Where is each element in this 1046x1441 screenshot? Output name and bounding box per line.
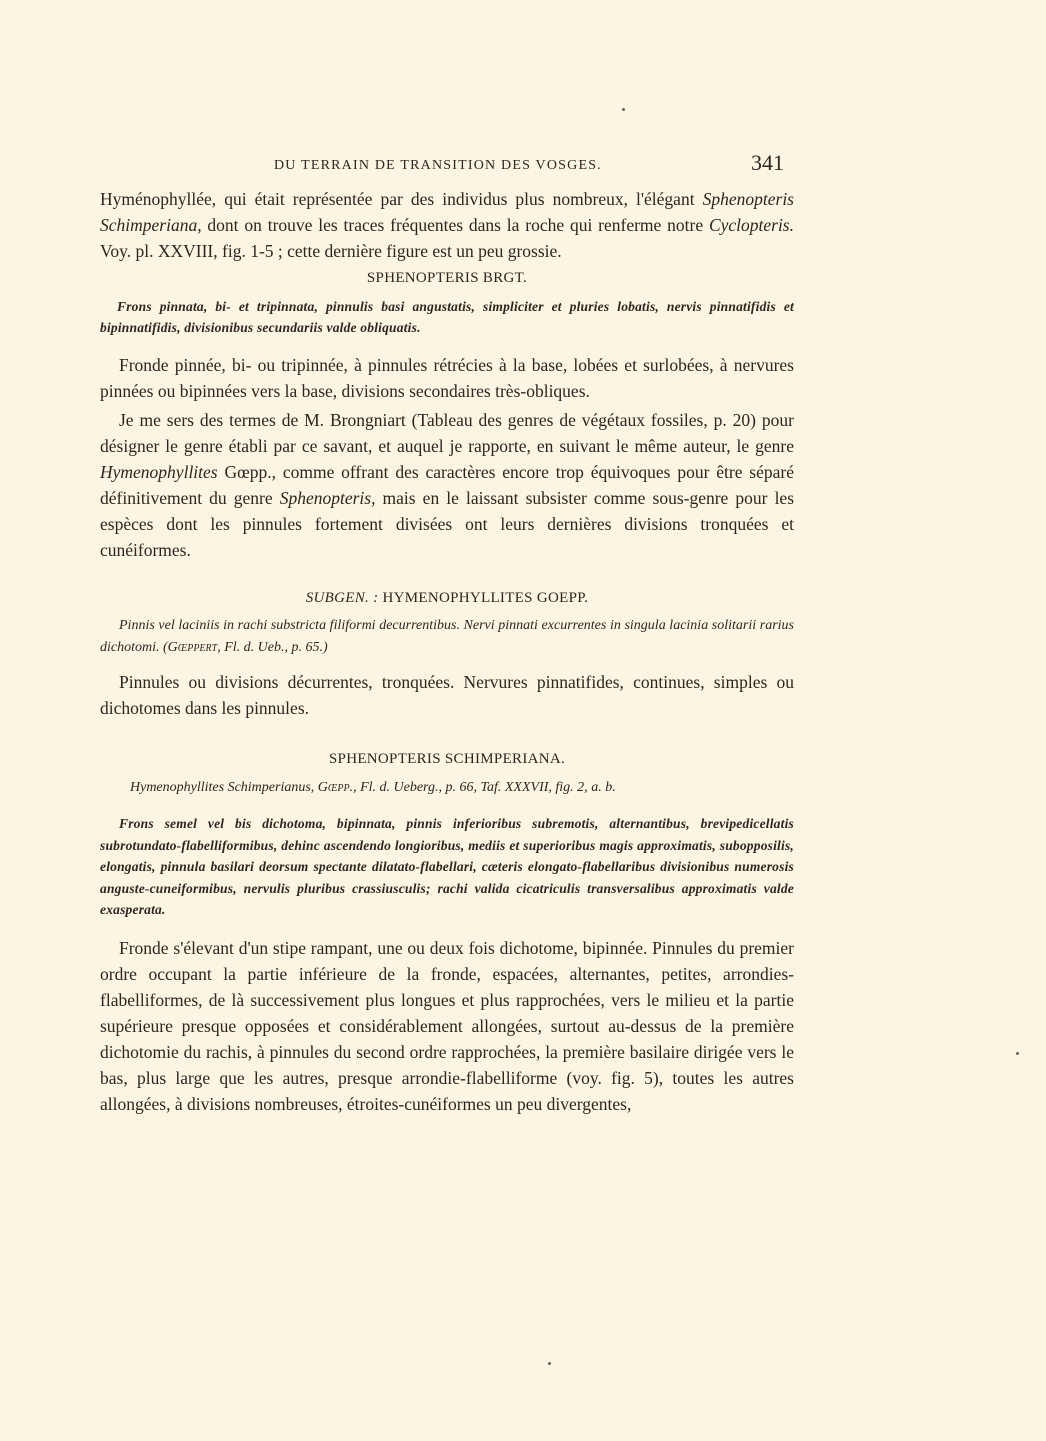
text-run: Taf. <box>480 780 502 795</box>
text-run: dont on trouve les traces fréquentes dans la roche qui renferme notre <box>201 215 709 235</box>
paper-speck <box>622 108 625 111</box>
text-run: Gœpp., comme offrant des caractères encore trop équivoques pour être séparé définitivement du genre <box>100 462 794 508</box>
text-run: , <box>284 640 292 655</box>
text-run: Hymenophyllites <box>100 462 218 482</box>
running-title: DU TERRAIN DE TRANSITION DES VOSGES. <box>274 158 602 173</box>
text-run: 65.) <box>301 640 328 655</box>
text-run: Sphenopteris, <box>279 488 376 508</box>
intro-paragraph <box>100 186 794 264</box>
text-run: Hymenophyllites Schimperianus, <box>130 780 315 795</box>
text-run: Fronde s'élevant d'un stipe rampant, une ou deux fois dichotome, bipinnée. Pinnules du premier ordre occupant la partie inférieure de la fronde, espacées, alternantes, petites, arrondies-flabelliformes, de là successivement plus longues et plus rapprochées, vers le milieu et la partie supérieure presque opposées et considérablement allongées, surtout au-dessus de la première dichotomie du rachis, à pinnules du second ordre rapprochées, la première basilaire dirigée vers le bas, plus large que les autres, presque arrondie-flabelliforme (voy. fig. 5), toutes les autres allongées, à divisions nombreuses, étroites-cunéiformes un peu divergentes, <box>100 937 794 1114</box>
genus-discussion <box>100 407 794 563</box>
species-synonym <box>100 777 794 799</box>
paper-speck <box>548 1362 551 1365</box>
paper-speck <box>1016 1052 1019 1055</box>
page-number: 341 <box>751 150 784 175</box>
species-french-description <box>100 935 794 1117</box>
genus-heading <box>100 266 794 290</box>
page-body <box>100 150 794 1117</box>
text-run: XXXVII, fig. 2, <box>501 780 592 795</box>
running-head <box>100 150 794 178</box>
text-run: , <box>353 780 361 795</box>
text-run: mais en le laissant subsister comme sous-genre pour les espèces dont les pinnules fortement divisées ont leurs dernières divisions tronquées et cunéiformes. <box>100 488 795 560</box>
text-run: SUBGEN. : <box>305 590 379 606</box>
text-run: Voy. pl. XXVIII, fig. 1-5 ; cette dernière figure est un peu grossie. <box>100 241 562 261</box>
genus-french-diagnosis <box>100 352 794 404</box>
text-run: HYMENOPHYLLITES <box>378 590 537 606</box>
text-run: Je me sers des termes de M. Brongniart (Tableau des genres de végétaux fossiles, p. 20) pour désigner le genre établi par ce savant, et auquel je rapporte, en suivant le même auteur, le genre <box>100 410 794 456</box>
text-run: GOEPP. <box>536 590 589 606</box>
text-run: Frons semel vel bis dichotoma, bipinnata, pinnis inferioribus subremotis, alternantibus, brevipedicellatis subrotundato-flabelliformibus, dehinc ascendendo longioribus, mediis et superioribus magis approximatis, subopposilis, elongatis, pinnula basilari deorsum spectante dilatato-flabellari, cæteris elongato-flabellaribus divisionibus numerosis anguste-cuneiformibus, nervulis pluribus crassiusculis; rachi valida cicatriculis transversalibus approximatis valde exasperata. <box>100 816 794 917</box>
species-latin-diagnosis <box>100 813 794 921</box>
species-heading <box>100 747 794 771</box>
text-run: a. b. <box>591 780 616 795</box>
text-run: Fl. d. Ueb. <box>224 640 285 655</box>
text-run: Gœpp. <box>314 780 354 795</box>
text-run: Sphenopteris Schimperiana, <box>100 189 794 235</box>
subgenus-heading <box>100 587 794 609</box>
subgenus-latin-diagnosis <box>100 615 794 659</box>
text-run: Pinnis vel laciniis in rachi substricta filiformi decurrentibus. Nervi pinnati excurrentes in singula lacinia solitarii rarius dichotomi. <box>100 618 794 655</box>
text-run: SPHENOPTERIS <box>366 270 483 286</box>
subgenus-french-diagnosis <box>100 669 794 721</box>
text-run: Frons pinnata, bi- et tripinnata, pinnulis basi angustatis, simpliciter et pluries lobatis, nervis pinnatifidis et bipinnatifidis, divisionibus secundariis valde obliquatis. <box>100 299 794 335</box>
text-run: p. <box>291 640 302 655</box>
text-run: Fronde pinnée, bi- ou tripinnée, à pinnules rétrécies à la base, lobées et surlobées, à nervures pinnées ou bipinnées vers la base, divisions secondaires très-obliques. <box>100 355 794 401</box>
text-run: Fl. d. Ueberg. <box>360 780 439 795</box>
text-run: , p. 66, <box>438 780 481 795</box>
text-run: BRGT. <box>482 270 528 286</box>
text-run: SPHENOPTERIS SCHIMPERIANA. <box>328 751 566 767</box>
text-run: Pinnules ou divisions décurrentes, tronquées. Nervures pinnatifides, continues, simples ou dichotomes dans les pinnules. <box>100 672 794 718</box>
genus-latin-diagnosis <box>100 296 794 338</box>
text-run: Hyménophyllée, qui était représentée par des individus plus nombreux, l'élégant <box>100 189 703 209</box>
text-run: Cyclopteris. <box>708 215 794 235</box>
text-run: (Gœppert, <box>159 640 225 655</box>
